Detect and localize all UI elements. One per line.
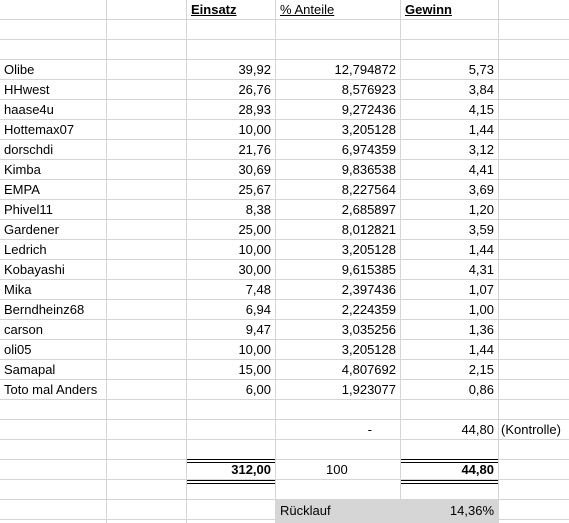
row-name-cell[interactable]: Kimba (4, 162, 41, 177)
row-einsatz-cell[interactable]: 30,69 (238, 162, 271, 177)
ruecklauf-label[interactable]: Rücklauf (280, 503, 331, 518)
row-name-cell[interactable]: dorschdi (4, 142, 54, 157)
row-anteile-cell[interactable]: 8,576923 (341, 82, 396, 97)
row-gewinn-cell[interactable]: 3,59 (468, 222, 494, 237)
row-einsatz-cell[interactable]: 7,48 (245, 282, 271, 297)
row-anteile-cell[interactable]: 2,397436 (341, 282, 396, 297)
row-anteile-cell[interactable]: 3,205128 (341, 242, 396, 257)
row-name-cell[interactable]: Ledrich (4, 242, 47, 257)
kontrolle-dash[interactable]: - (367, 422, 372, 437)
row-anteile-cell[interactable]: 9,272436 (341, 102, 396, 117)
row-name-cell[interactable]: oli05 (4, 342, 32, 357)
row-anteile-cell[interactable]: 4,807692 (341, 362, 396, 377)
row-einsatz-cell[interactable]: 10,00 (238, 242, 271, 257)
row-gewinn-cell[interactable]: 1,44 (468, 242, 494, 257)
row-anteile-cell[interactable]: 8,227564 (341, 182, 396, 197)
row-name-cell[interactable]: Kobayashi (4, 262, 65, 277)
row-gewinn-cell[interactable]: 4,31 (468, 262, 494, 277)
row-einsatz-cell[interactable]: 6,94 (245, 302, 271, 317)
row-name-cell[interactable]: carson (4, 322, 44, 337)
row-anteile-cell[interactable]: 12,794872 (334, 62, 396, 77)
row-einsatz-cell[interactable]: 9,47 (245, 322, 271, 337)
row-name-cell[interactable]: haase4u (4, 102, 54, 117)
total-anteile[interactable]: 100 (326, 462, 348, 477)
row-name-cell[interactable]: Gardener (4, 222, 59, 237)
row-name-cell[interactable]: Toto mal Anders (4, 382, 98, 397)
kontrolle-label[interactable]: (Kontrolle) (501, 422, 561, 437)
row-einsatz-cell[interactable]: 25,67 (238, 182, 271, 197)
row-einsatz-cell[interactable]: 28,93 (238, 102, 271, 117)
row-einsatz-cell[interactable]: 6,00 (245, 382, 271, 397)
row-gewinn-cell[interactable]: 4,41 (468, 162, 494, 177)
row-gewinn-cell[interactable]: 1,44 (468, 122, 494, 137)
row-einsatz-cell[interactable]: 10,00 (238, 342, 271, 357)
row-anteile-cell[interactable]: 9,615385 (341, 262, 396, 277)
row-name-cell[interactable]: Phivel11 (4, 202, 53, 217)
row-gewinn-cell[interactable]: 4,15 (468, 102, 494, 117)
row-gewinn-cell[interactable]: 1,36 (468, 322, 494, 337)
total-einsatz[interactable]: 312,00 (231, 462, 271, 477)
row-einsatz-cell[interactable]: 39,92 (238, 62, 271, 77)
ruecklauf-value[interactable]: 14,36% (449, 503, 494, 518)
total-border (187, 480, 275, 484)
row-name-cell[interactable]: Samapal (4, 362, 56, 377)
row-gewinn-cell[interactable]: 3,84 (468, 82, 494, 97)
row-gewinn-cell[interactable]: 1,44 (468, 342, 494, 357)
row-gewinn-cell[interactable]: 3,12 (468, 142, 494, 157)
row-anteile-cell[interactable]: 6,974359 (341, 142, 396, 157)
row-einsatz-cell[interactable]: 21,76 (238, 142, 271, 157)
row-gridline (0, 39, 569, 40)
row-gewinn-cell[interactable]: 5,73 (468, 62, 494, 77)
header-gewinn[interactable]: Gewinn (405, 2, 452, 17)
row-name-cell[interactable]: Mika (4, 282, 32, 297)
kontrolle-value[interactable]: 44,80 (461, 422, 494, 437)
row-gewinn-cell[interactable]: 1,20 (468, 202, 494, 217)
row-anteile-cell[interactable]: 1,923077 (341, 382, 396, 397)
row-einsatz-cell[interactable]: 25,00 (238, 222, 271, 237)
row-einsatz-cell[interactable]: 26,76 (238, 82, 271, 97)
row-anteile-cell[interactable]: 3,205128 (341, 342, 396, 357)
row-anteile-cell[interactable]: 9,836538 (341, 162, 396, 177)
row-name-cell[interactable]: HHwest (4, 82, 50, 97)
row-anteile-cell[interactable]: 3,035256 (341, 322, 396, 337)
row-name-cell[interactable]: Olibe (4, 62, 35, 77)
row-name-cell[interactable]: EMPA (4, 182, 40, 197)
row-einsatz-cell[interactable]: 8,38 (245, 202, 271, 217)
row-gewinn-cell[interactable]: 0,86 (468, 382, 494, 397)
row-einsatz-cell[interactable]: 30,00 (238, 262, 271, 277)
row-gewinn-cell[interactable]: 2,15 (468, 362, 494, 377)
header-einsatz[interactable]: Einsatz (191, 2, 237, 17)
row-anteile-cell[interactable]: 3,205128 (341, 122, 396, 137)
row-anteile-cell[interactable]: 2,224359 (341, 302, 396, 317)
row-gewinn-cell[interactable]: 1,00 (468, 302, 494, 317)
row-name-cell[interactable]: Hottemax07 (4, 122, 75, 137)
row-einsatz-cell[interactable]: 10,00 (238, 122, 271, 137)
row-anteile-cell[interactable]: 8,012821 (341, 222, 396, 237)
header-anteile[interactable]: % Anteile (280, 2, 335, 17)
row-einsatz-cell[interactable]: 15,00 (238, 362, 271, 377)
row-gewinn-cell[interactable]: 1,07 (468, 282, 494, 297)
total-border (401, 480, 498, 484)
total-gewinn[interactable]: 44,80 (461, 462, 494, 477)
row-anteile-cell[interactable]: 2,685897 (341, 202, 396, 217)
row-name-cell[interactable]: Berndheinz68 (4, 302, 85, 317)
row-gewinn-cell[interactable]: 3,69 (468, 182, 494, 197)
